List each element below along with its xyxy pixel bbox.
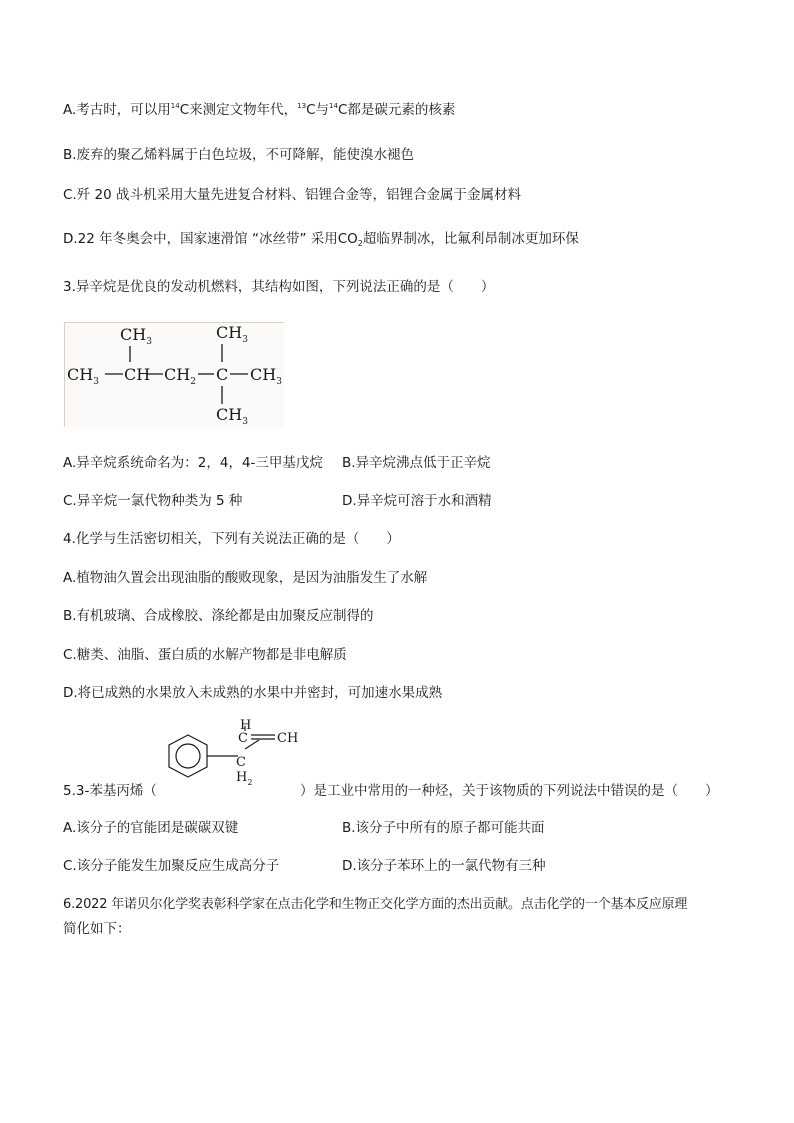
main-chain-quaternary-c: C xyxy=(216,365,229,384)
vinyl-c: C xyxy=(238,731,248,746)
q3-stem: 3.异辛烷是优良的发动机燃料，其结构如图，下列说法正确的是（ ） xyxy=(63,279,495,295)
phenylpropene-structure xyxy=(150,718,310,790)
q4-stem: 4.化学与生活密切相关，下列有关说法正确的是（ ） xyxy=(63,531,400,547)
q2-option-a-text2: C来测定文物年代， xyxy=(179,102,298,118)
q2-option-d-text1: D.22 年冬奥会中，国家速滑馆 “冰丝带” 采用 xyxy=(63,231,338,247)
q4-option-b: B.有机玻璃、合成橡胶、涤纶都是由加聚反应制得的 xyxy=(63,608,374,624)
benzene-ring-icon xyxy=(169,735,207,777)
q5-option-d: D.该分子苯环上的一氯代物有三种 xyxy=(342,858,546,874)
q3-option-b: B.异辛烷沸点低于正辛烷 xyxy=(342,455,491,471)
q4-option-a: A.植物油久置会出现油脂的酸败现象，是因为油脂发生了水解 xyxy=(63,570,428,586)
isotope-mass-14b: 14 xyxy=(329,102,338,110)
q3-option-a: A.异辛烷系统命名为：2，4，4-三甲基戊烷 xyxy=(63,455,323,471)
q5-option-a: A.该分子的官能团是碳碳双键 xyxy=(63,820,239,836)
q2-option-c: C.歼 20 战斗机采用大量先进复合材料、铝锂合金等，铝锂合金属于金属材料 xyxy=(63,187,521,203)
q5-stem-part2: ）是工业中常用的一种烃，关于该物质的下列说法中错误的是（ ） xyxy=(300,783,719,799)
main-chain-ch3-left: $CH_3$ xyxy=(67,365,99,387)
q5-option-b: B.该分子中所有的原子都可能共面 xyxy=(342,820,545,836)
vinyl-h: H xyxy=(240,718,252,733)
methylene-h2: $H_2$ xyxy=(236,770,253,787)
methyl-bottom: $CH_3$ xyxy=(216,405,248,427)
co2-subscript: 2 xyxy=(357,239,363,248)
isotope-mass-13: 13 xyxy=(297,102,307,110)
methyl-top-left: $CH_3$ xyxy=(120,325,152,347)
q2-option-a-text1: A.考古时，可以用 xyxy=(63,102,171,118)
q6-stem-line1: 6.2022 年诺贝尔化学奖表彰科学家在点击化学和生物正交化学方面的杰出贡献。点击化学的一个基本反应原理 xyxy=(63,897,688,912)
methylene-c: C xyxy=(236,755,246,770)
q2-option-a-text3: C与 xyxy=(306,102,330,118)
q2-option-a xyxy=(63,101,455,119)
q3-option-c: C.异辛烷一氯代物种类为 5 种 xyxy=(63,493,243,509)
q4-option-d: D.将已成熟的水果放入未成熟的水果中并密封，可加速水果成熟 xyxy=(63,685,443,701)
vinyl-ch: CH xyxy=(277,731,299,746)
q2-option-d xyxy=(63,230,579,248)
q2-option-b: B.废弃的聚乙烯料属于白色垃圾，不可降解，能使溴水褪色 xyxy=(63,147,415,163)
isotope-mass-14: 14 xyxy=(170,102,180,110)
q4-option-c: C.糖类、油脂、蛋白质的水解产物都是非电解质 xyxy=(63,647,347,663)
methyl-top-right: $CH_3$ xyxy=(216,323,248,345)
isooctane-structure xyxy=(64,322,284,428)
q3-option-d: D.异辛烷可溶于水和酒精 xyxy=(342,493,492,509)
q5-option-c: C.该分子能发生加聚反应生成高分子 xyxy=(63,858,280,874)
main-chain-ch: CH xyxy=(124,365,151,384)
main-chain-ch3-right: $CH_3$ xyxy=(250,365,282,387)
q5-stem-part1: 5.3-苯基丙烯（ xyxy=(63,783,157,799)
co2-formula: CO xyxy=(337,231,358,247)
q6-stem-line2: 简化如下： xyxy=(63,921,131,937)
q2-option-d-text2: 超临界制冰，比氟利昂制冰更加环保 xyxy=(362,231,579,247)
main-chain-ch2: $CH_2$ xyxy=(164,365,196,387)
q2-option-a-text4: C都是碳元素的核素 xyxy=(337,102,456,118)
